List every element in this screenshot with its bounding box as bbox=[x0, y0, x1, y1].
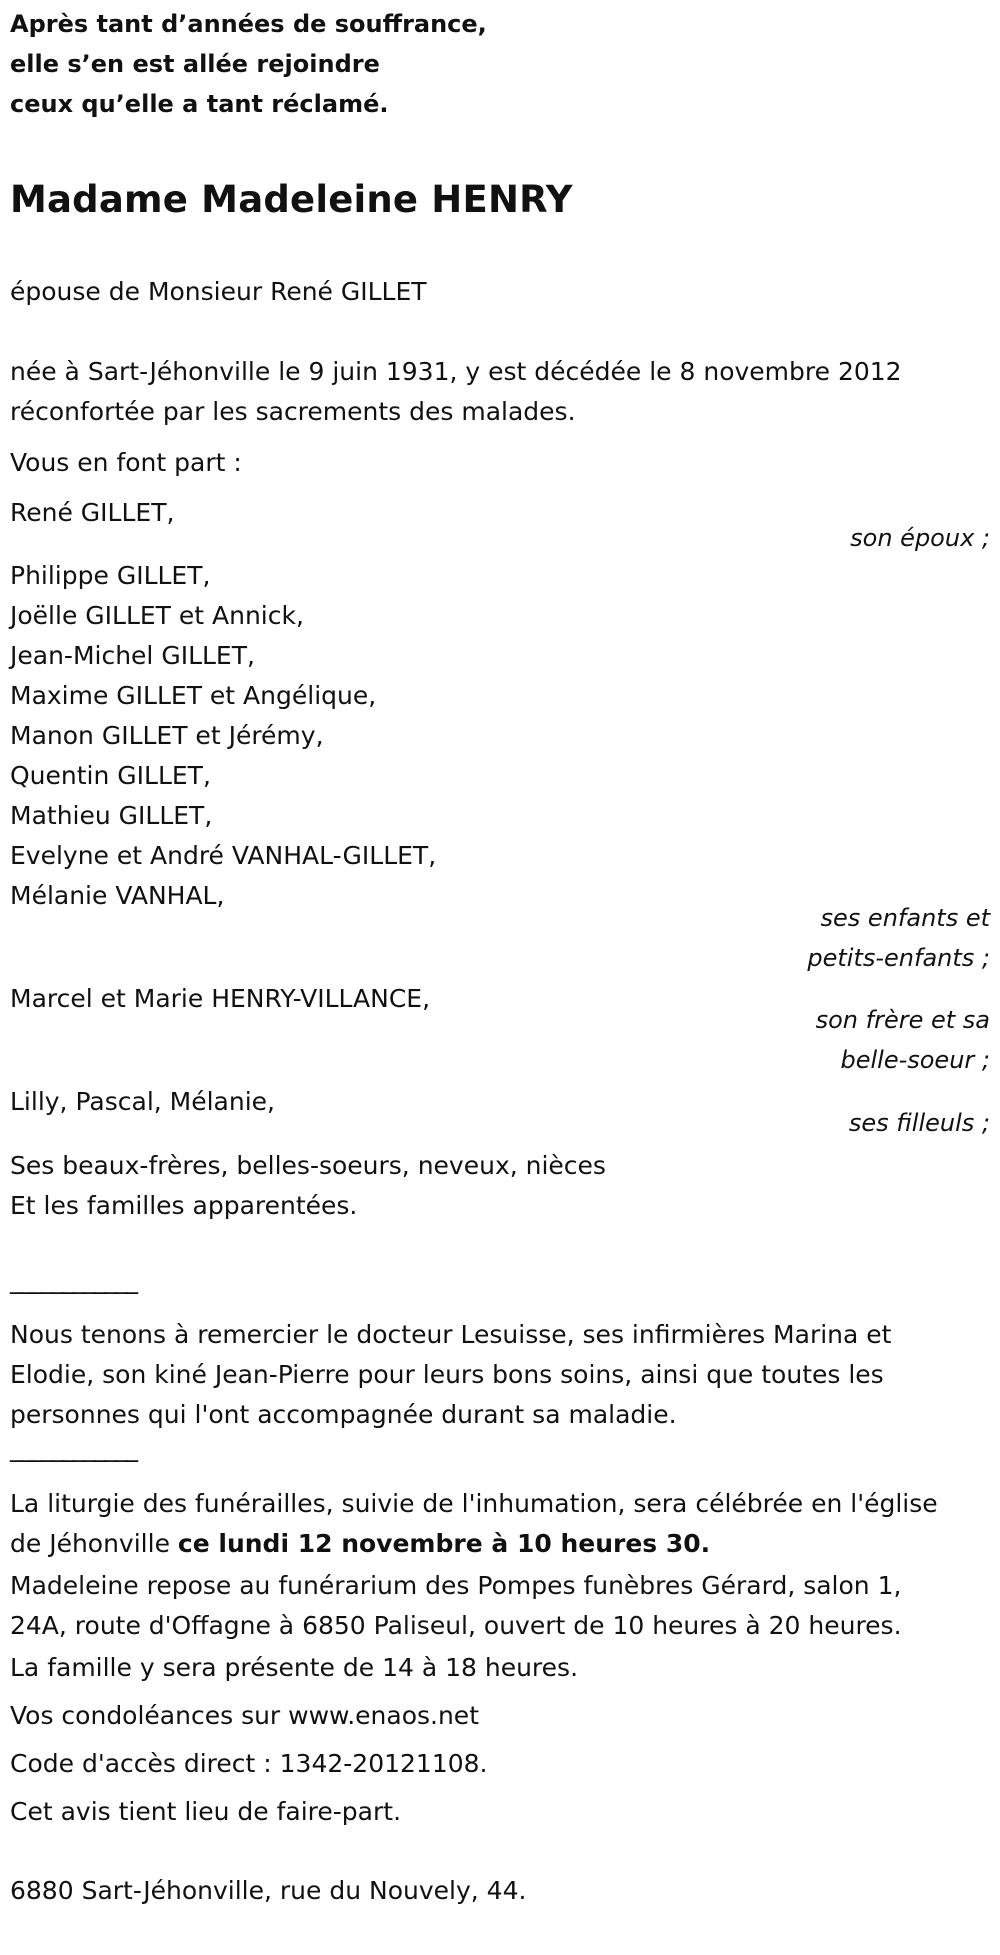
family-godchildren-name: Lilly, Pascal, Mélanie, bbox=[10, 1087, 275, 1116]
repose-paragraph bbox=[10, 1566, 990, 1646]
epigraph-line: ceux qu’elle a tant réclamé. bbox=[10, 90, 389, 118]
relation-line: son frère et sa bbox=[815, 1006, 990, 1034]
relation-line: ses enfants et bbox=[820, 904, 990, 932]
relation-children bbox=[807, 898, 990, 978]
list-item: Evelyne et André VANHAL-GILLET, bbox=[10, 841, 437, 870]
deceased-name: Madame Madeleine HENRY bbox=[10, 178, 573, 221]
repose-line: 24A, route d'Offagne à 6850 Paliseul, ouvert de 10 heures à 20 heures. bbox=[10, 1611, 902, 1640]
address-line: 6880 Sart-Jéhonville, rue du Nouvely, 44. bbox=[10, 1876, 527, 1905]
epigraph bbox=[10, 0, 990, 124]
relation-sibling bbox=[816, 1000, 990, 1080]
children-list bbox=[10, 556, 990, 916]
funeral-paragraph bbox=[10, 1484, 990, 1564]
relation-line: belle-soeur ; bbox=[840, 1046, 990, 1074]
thanks-paragraph bbox=[10, 1315, 990, 1435]
relation-spouse: son époux ; bbox=[850, 524, 990, 552]
funeral-line: La liturgie des funérailles, suivie de l'inhumation, sera célébrée en l'église bbox=[10, 1489, 938, 1518]
list-item: Maxime GILLET et Angélique, bbox=[10, 681, 377, 710]
epigraph-line: Après tant d’années de souffrance, bbox=[10, 10, 487, 38]
funeral-line bbox=[10, 1524, 990, 1564]
family-sibling-name: Marcel et Marie HENRY-VILLANCE, bbox=[10, 984, 431, 1013]
list-item: Jean-Michel GILLET, bbox=[10, 641, 255, 670]
relation-godchildren: ses filleuls ; bbox=[848, 1109, 990, 1137]
list-item: Manon GILLET et Jérémy, bbox=[10, 721, 324, 750]
obituary-notice bbox=[10, 0, 990, 1905]
repose-line: Madeleine repose au funérarium des Pompes funèbres Gérard, salon 1, bbox=[10, 1571, 902, 1600]
list-item: Mélanie VANHAL, bbox=[10, 881, 225, 910]
thanks-line: Elodie, son kiné Jean-Pierre pour leurs bons soins, ainsi que toutes les bbox=[10, 1360, 884, 1389]
epigraph-line: elle s’en est allée rejoindre bbox=[10, 50, 380, 78]
list-item: Mathieu GILLET, bbox=[10, 801, 213, 830]
list-item: Joëlle GILLET et Annick, bbox=[10, 601, 304, 630]
thanks-line: Nous tenons à remercier le docteur Lesuisse, ses infirmières Marina et bbox=[10, 1320, 892, 1349]
condolences-line: Vos condoléances sur www.enaos.net bbox=[10, 1701, 479, 1730]
family-presence-line: La famille y sera présente de 14 à 18 heures. bbox=[10, 1653, 579, 1682]
list-item: Philippe GILLET, bbox=[10, 561, 211, 590]
list-item: Quentin GILLET, bbox=[10, 761, 211, 790]
family-spouse-name: René GILLET, bbox=[10, 498, 175, 527]
access-code-line: Code d'accès direct : 1342-20121108. bbox=[10, 1749, 488, 1778]
separator-line: ____________ bbox=[10, 1265, 136, 1294]
relation-line: petits-enfants ; bbox=[807, 944, 990, 972]
thanks-line: personnes qui l'ont accompagnée durant sa maladie. bbox=[10, 1400, 677, 1429]
separator-line: ____________ bbox=[10, 1433, 136, 1462]
funeral-date: ce lundi 12 novembre à 10 heures 30. bbox=[177, 1529, 711, 1558]
announcement-intro: Vous en font part : bbox=[10, 448, 242, 477]
extended-family-line: Et les familles apparentées. bbox=[10, 1191, 358, 1220]
funeral-place: de Jéhonville bbox=[10, 1529, 178, 1558]
spouse-line: épouse de Monsieur René GILLET bbox=[10, 277, 427, 306]
birth-death-line: née à Sart-Jéhonville le 9 juin 1931, y est décédée le 8 novembre 2012 bbox=[10, 357, 902, 386]
extended-family-line: Ses beaux-frères, belles-soeurs, neveux, nièces bbox=[10, 1151, 606, 1180]
notice-line: Cet avis tient lieu de faire-part. bbox=[10, 1797, 402, 1826]
sacraments-line: réconfortée par les sacrements des malades. bbox=[10, 397, 576, 426]
